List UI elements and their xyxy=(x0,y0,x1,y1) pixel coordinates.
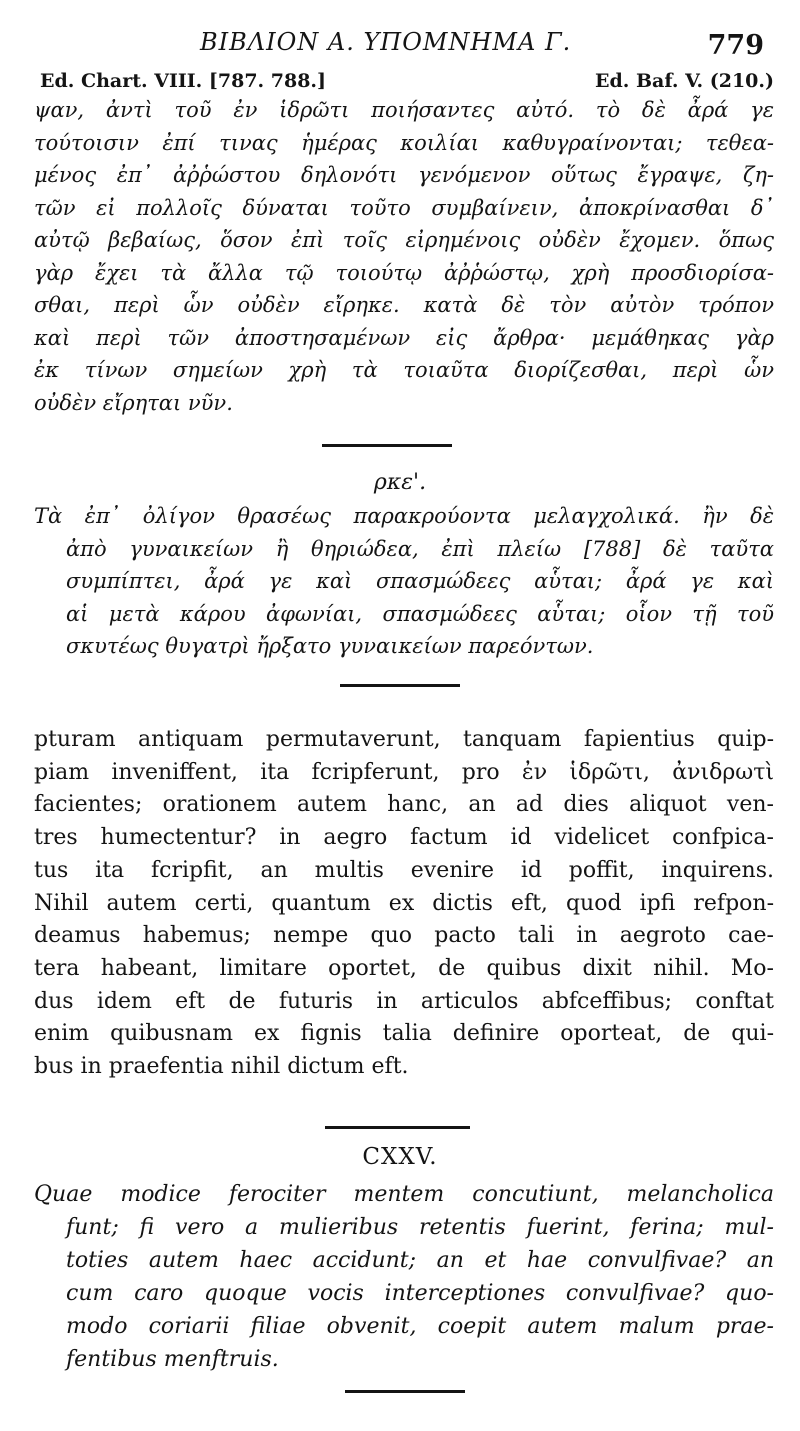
latin-aphorism-line: cum caro quoque vocis interceptiones convulfivae? quo- xyxy=(66,1281,774,1306)
greek-commentary-line: ψαν, ἀντὶ τοῦ ἐν ἱδρῶτι ποιήσαντες αὐτό. τὸ δὲ ἆρά γε xyxy=(34,98,774,122)
greek-commentary-line: ἐκ τίνων σημείων χρὴ τὰ τοιαῦτα διορίζεσθαι, περὶ ὧν xyxy=(34,358,774,382)
latin-commentary-line: tres humectentur? in aegro factum id videlicet confpica- xyxy=(34,825,774,851)
greek-aphorism xyxy=(34,500,774,663)
greek-commentary-line: καὶ περὶ τῶν ἀποστησαμένων εἰς ἄρθρα· μεμάθηκας γὰρ xyxy=(34,325,774,350)
greek-aphorism-line: σκυτέως θυγατρὶ ἤρξατο γυναικείων παρεόντων. xyxy=(66,634,594,658)
latin-aphorism-line: modo coriarii filiae obvenit, coepit autem malum prae- xyxy=(66,1314,774,1339)
latin-commentary-line: enim quibusnam ex fignis talia definire oporteat, de qui- xyxy=(34,1021,774,1047)
edition-references xyxy=(34,66,774,94)
edition-reference-right: Ed. Baf. V. (210.) xyxy=(595,70,774,92)
latin-commentary-line: facientes; orationem autem hanc, an ad dies aliquot ven- xyxy=(34,792,774,818)
latin-commentary-line: Nihil autem certi, quantum ex dictis eft, quod ipfi refpon- xyxy=(34,890,774,916)
latin-commentary-line: tera habeant, limitare oportet, de quibus dixit nihil. Mo- xyxy=(34,955,774,981)
latin-aphorism xyxy=(34,1178,774,1376)
running-head-title: ΒΙΒΛΙΟΝ Α. ΥΠΟΜΝΗΜΑ Γ. xyxy=(200,28,572,56)
section-divider xyxy=(322,444,452,447)
latin-commentary-line: pturam antiquam permutaverunt, tanquam fapientius quip- xyxy=(34,727,774,752)
latin-aphorism-line: toties autem haec accidunt; an et hae convulfivae? an xyxy=(66,1248,774,1273)
greek-aphorism-line: συμπίπτει, ἆρά γε καὶ σπασμώδεες αὗται; ἆρά γε καὶ xyxy=(66,569,774,593)
latin-commentary-line: piam inveniffent, ita fcripferunt, pro ἐν ἱδρῶτι, ἀνιδρωτὶ xyxy=(34,759,774,785)
running-head xyxy=(0,24,800,64)
greek-aphorism-line: αἱ μετὰ κάρου ἀφωνίαι, σπασμώδεες αὗται; οἷον τῇ τοῦ xyxy=(66,601,774,626)
end-divider xyxy=(345,1390,465,1393)
greek-section-number: ρκε'. xyxy=(373,470,427,495)
greek-commentary-line: μένος ἐπ᾽ ἀῤῥώστου δηλονότι γενόμενον οὕτως ἔγραψε, ζη- xyxy=(34,163,774,187)
latin-commentary-line: deamus habemus; nempe quo pacto tali in aegroto cae- xyxy=(34,923,774,949)
latin-commentary-line: dus idem eft de futuris in articulos abfceffibus; conftat xyxy=(34,988,774,1014)
latin-commentary xyxy=(34,724,774,1084)
section-divider xyxy=(325,1126,470,1129)
latin-commentary-line: tus ita fcripfit, an multis evenire id poffit, inquirens. xyxy=(34,857,774,883)
greek-commentary-line: αὐτῷ βεβαίως, ὅσον ἐπὶ τοῖς εἰρημένοις οὐδὲν ἔχομεν. ὅπως xyxy=(34,228,774,252)
greek-commentary-line: τούτοισιν ἐπί τινας ἡμέρας κοιλίαι καθυγραίνονται; τεθεα- xyxy=(34,130,774,155)
page-number: 779 xyxy=(707,30,764,61)
greek-commentary-line: σθαι, περὶ ὧν οὐδὲν εἴρηκε. κατὰ δὲ τὸν αὐτὸν τρόπον xyxy=(34,293,774,317)
latin-section-number: CXXV. xyxy=(362,1144,438,1170)
greek-aphorism-line: Τὰ ἐπ᾽ ὀλίγον θρασέως παρακρούοντα μελαγχολικά. ἢν δὲ xyxy=(34,504,774,528)
latin-aphorism-line: Quae modice ferociter mentem concutiunt, melancholica xyxy=(34,1182,774,1207)
greek-commentary-line: γὰρ ἔχει τὰ ἄλλα τῷ τοιούτῳ ἀῤῥώστῳ, χρὴ προσδιορίσα- xyxy=(34,260,774,285)
greek-aphorism-line: ἀπὸ γυναικείων ἢ θηριώδεα, ἐπὶ πλείω [788] δὲ ταῦτα xyxy=(66,536,774,561)
greek-commentary-line: οὐδὲν εἴρηται νῦν. xyxy=(34,390,233,415)
edition-reference-left: Ed. Chart. VIII. [787. 788.] xyxy=(40,70,327,92)
greek-commentary-line: τῶν εἰ πολλοῖς δύναται τοῦτο συμβαίνειν, ἀποκρίνασθαι δ᾽ xyxy=(34,195,774,220)
latin-aphorism-line: funt; fi vero a mulieribus retentis fuerint, ferina; mul- xyxy=(66,1215,774,1240)
greek-commentary xyxy=(34,94,774,419)
section-divider xyxy=(340,684,460,687)
latin-aphorism-line: fentibus menftruis. xyxy=(66,1347,279,1372)
latin-commentary-line: bus in praefentia nihil dictum eft. xyxy=(34,1054,409,1080)
